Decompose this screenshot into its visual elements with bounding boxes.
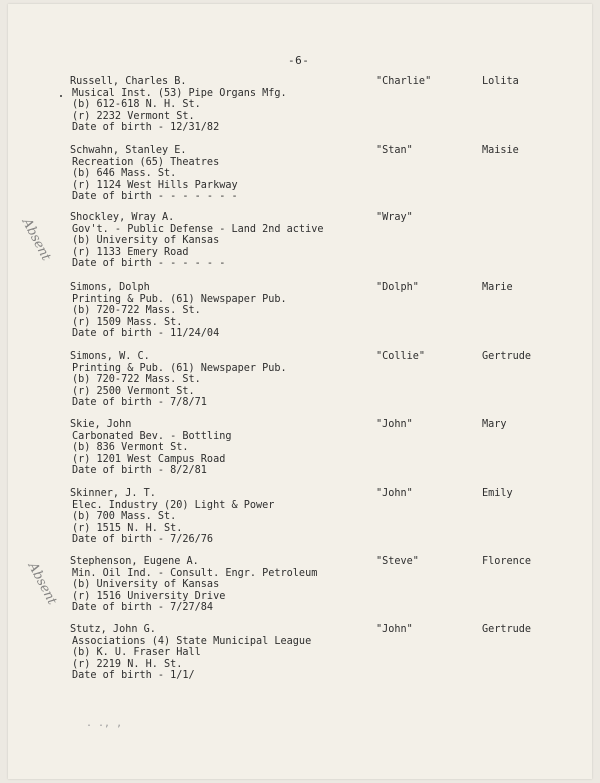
entry-business: Carbonated Bev. - Bottling [72,430,232,442]
directory-entry [70,76,540,134]
entry-residence-address: (r) 1201 West Campus Road [72,453,226,465]
entry-residence-address: (r) 2232 Vermont St. [72,110,195,122]
entry-business-address: (b) 720-722 Mass. St. [72,374,201,386]
entry-business-address: (b) 720-722 Mass. St. [72,305,201,317]
directory-entry [70,145,540,203]
entry-business-address: (b) 612-618 N. H. St. [72,99,201,111]
entry-business: Printing & Pub. (61) Newspaper Pub. [72,362,287,374]
entry-nickname: "Charlie" [376,76,432,87]
entry-business: Associations (4) State Municipal League [72,635,312,647]
entry-spouse: Emily [482,488,513,499]
entry-spouse: Gertrude [482,351,532,362]
entry-business: Elec. Industry (20) Light & Power [72,499,275,511]
entry-residence-address: (r) 1124 West Hills Parkway [72,179,238,191]
entry-business-address: (b) K. U. Fraser Hall [72,647,201,659]
page-number: -6- [288,54,310,67]
directory-entry [70,488,540,546]
entry-birth-date: Date of birth - 7/8/71 [72,397,207,409]
entry-residence-address: (r) 1509 Mass. St. [72,316,183,328]
entry-birth-date: Date of birth - 11/24/04 [72,328,220,340]
entry-spouse: Marie [482,282,513,293]
directory-entry [70,351,540,409]
directory-entry [70,212,540,270]
entry-business-address: (b) 836 Vermont St. [72,442,189,454]
entry-name: Schwahn, Stanley E. [70,145,187,156]
entry-business: Musical Inst. (53) Pipe Organs Mfg. [72,87,287,99]
entry-name: Stephenson, Eugene A. [70,556,199,567]
margin-note-absent: Absent [24,560,60,608]
entry-residence-address: (r) 1133 Emery Road [72,246,189,258]
faint-bottom-marks: . ., , [86,718,123,729]
entry-birth-date: Date of birth - 7/26/76 [72,534,214,546]
directory-entry [70,556,540,614]
entry-business: Gov't. - Public Defense - Land 2nd active [72,223,324,235]
entry-spouse: Maisie [482,145,519,156]
entry-spouse: Mary [482,419,507,430]
entry-spouse: Florence [482,556,532,567]
entry-name: Simons, Dolph [70,282,150,293]
entry-name: Russell, Charles B. [70,76,187,87]
entry-nickname: "Stan" [376,145,413,156]
entry-name: Skinner, J. T. [70,488,156,499]
entry-nickname: "John" [376,419,413,430]
entry-business-address: (b) 700 Mass. St. [72,511,177,523]
entry-business: Min. Oil Ind. - Consult. Engr. Petroleum [72,567,318,579]
entry-spouse: Lolita [482,76,519,87]
entry-name: Simons, W. C. [70,351,150,362]
entry-nickname: "Collie" [376,351,426,362]
entry-business-address: (b) 646 Mass. St. [72,168,177,180]
entry-birth-date: Date of birth - 12/31/82 [72,122,220,134]
entry-birth-date: Date of birth - - - - - - [72,258,226,270]
stray-dot-mark [60,95,62,97]
entry-nickname: "Dolph" [376,282,419,293]
entry-birth-date: Date of birth - 8/2/81 [72,465,207,477]
entry-name: Skie, John [70,419,132,430]
entry-residence-address: (r) 1515 N. H. St. [72,522,183,534]
entry-name: Shockley, Wray A. [70,212,175,223]
entry-business-address: (b) University of Kansas [72,579,220,591]
entry-residence-address: (r) 2219 N. H. St. [72,658,183,670]
entry-nickname: "John" [376,624,413,635]
directory-entry [70,419,540,477]
entry-residence-address: (r) 1516 University Drive [72,590,226,602]
entry-birth-date: Date of birth - - - - - - - [72,191,238,203]
entry-birth-date: Date of birth - 7/27/84 [72,602,214,614]
entry-name: Stutz, John G. [70,624,156,635]
entry-business-address: (b) University of Kansas [72,235,220,247]
entry-nickname: "John" [376,488,413,499]
margin-note-absent: Absent [18,216,54,264]
directory-entry [70,282,540,340]
document-page [8,4,592,779]
entry-spouse: Gertrude [482,624,532,635]
entry-nickname: "Wray" [376,212,413,223]
directory-entry [70,624,540,682]
entry-business: Printing & Pub. (61) Newspaper Pub. [72,293,287,305]
entry-residence-address: (r) 2500 Vermont St. [72,385,195,397]
entry-nickname: "Steve" [376,556,419,567]
entry-business: Recreation (65) Theatres [72,156,220,168]
entry-birth-date: Date of birth - 1/1/ [72,670,195,682]
